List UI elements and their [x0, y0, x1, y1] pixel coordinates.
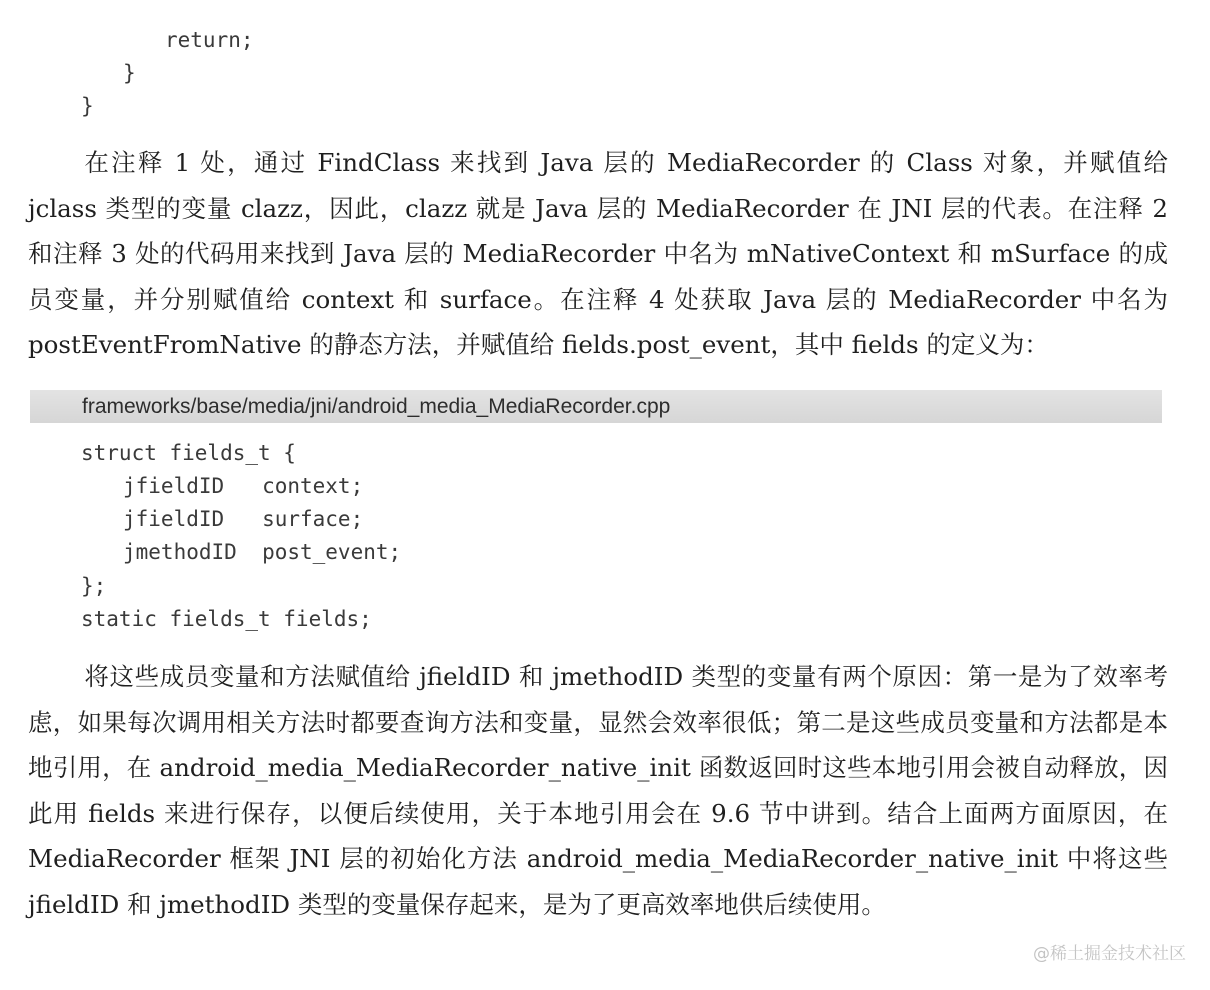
paragraph-fields-explanation: 在注释 1 处，通过 FindClass 来找到 Java 层的 MediaRecorder 的 Class 对象，并赋值给 jclass 类型的变量 clazz，因此，clazz 就是 Java 层的 MediaRecorder 在 JNI 层的代表。在注释 2 和注释 3 处的代码用来找到 Java 层的 MediaRecorder 中名为 mNativeContext 和 mSurface 的成员变量，并分别赋值给 context 和 surface。在注释 4 处获取 Java 层的 MediaRecorder 中名为 postEventFromNative 的静态方法，并赋值给 fields.post_event，其中 fields 的定义为：	[28, 148, 1168, 359]
code-file-path: frameworks/base/media/jni/android_media_MediaRecorder.cpp	[82, 395, 671, 418]
watermark-text: @稀土掘金技术社区	[1033, 944, 1186, 964]
code-line-struct-open: struct fields_t {	[81, 441, 296, 465]
code-line-static-fields: static fields_t fields;	[81, 607, 372, 631]
code-line-struct-close: };	[81, 574, 107, 598]
code-line-outer-brace: }	[81, 94, 94, 118]
code-line-surface-field: jfieldID surface;	[123, 507, 364, 531]
paragraph-reasons: 将这些成员变量和方法赋值给 jfieldID 和 jmethodID 类型的变量有两个原因：第一是为了效率考虑，如果每次调用相关方法时都要查询方法和变量，显然会效率很低；第二是这些成员变量和方法都是本地引用，在 android_media_MediaRecorder_native_init 函数返回时这些本地引用会被自动释放，因此用 fields 来进行保存，以便后续使用，关于本地引用会在 9.6 节中讲到。结合上面两方面原因，在 MediaRecorder 框架 JNI 层的初始化方法 android_media_MediaRecorder_native_init 中将这些 jfieldID 和 jmethodID 类型的变量保存起来，是为了更高效率地供后续使用。	[28, 662, 1168, 919]
code-line-return: return;	[165, 28, 254, 52]
code-line-inner-brace: }	[123, 61, 136, 85]
code-file-header	[30, 390, 1162, 423]
code-line-post-event-field: jmethodID post_event;	[123, 540, 402, 564]
code-line-context-field: jfieldID context;	[123, 474, 364, 498]
